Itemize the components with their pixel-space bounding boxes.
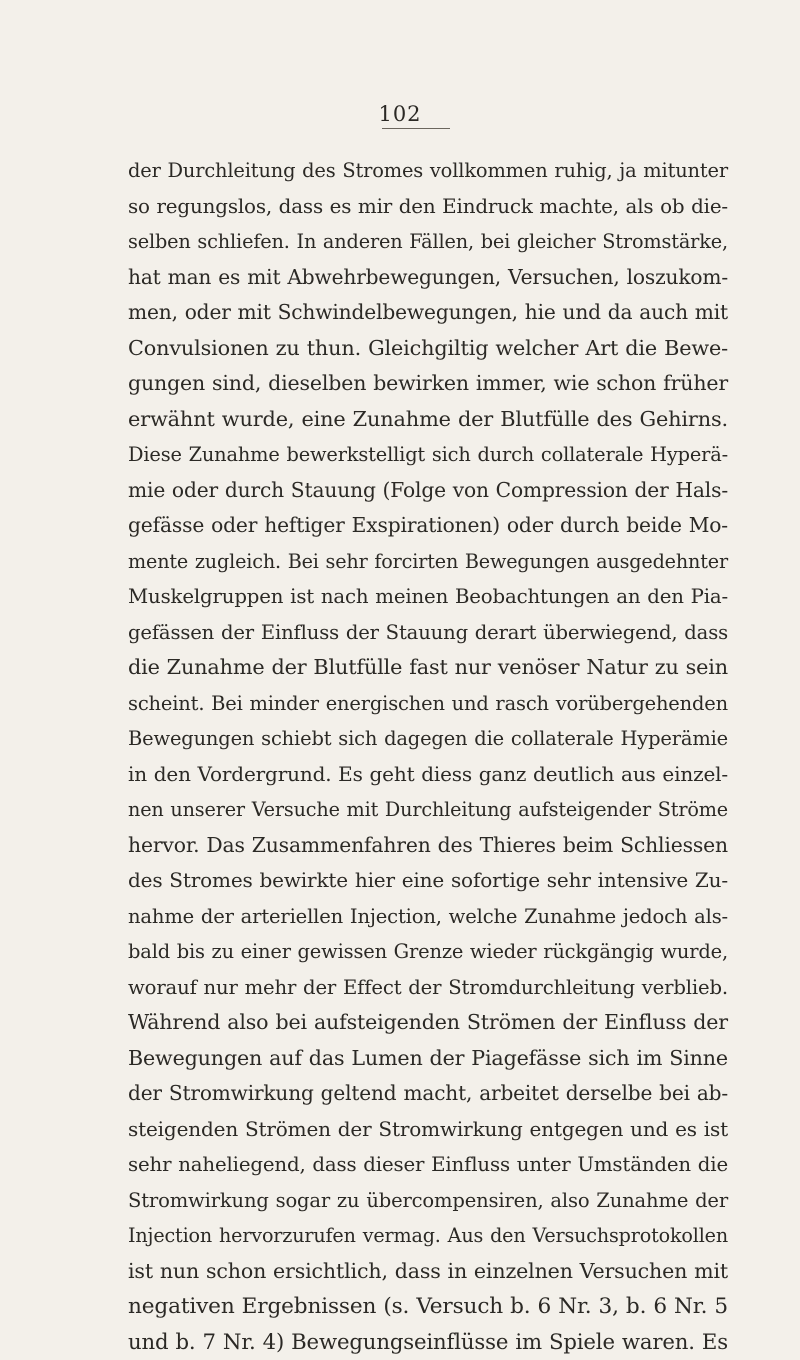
text-line: die Zunahme der Blutfülle fast nur venöser Natur zu sein bbox=[128, 650, 728, 686]
text-line: bald bis zu einer gewissen Grenze wieder rückgängig wurde, bbox=[128, 934, 728, 970]
text-line: Diese Zunahme bewerkstelligt sich durch collaterale Hyperä- bbox=[128, 437, 728, 473]
text-line: steigenden Strömen der Stromwirkung entgegen und es ist bbox=[128, 1112, 728, 1148]
text-line: nahme der arteriellen Injection, welche Zunahme jedoch als- bbox=[128, 899, 728, 935]
text-line: worauf nur mehr der Effect der Stromdurchleitung verblieb. bbox=[128, 970, 728, 1006]
text-line: Convulsionen zu thun. Gleichgiltig welcher Art die Bewe- bbox=[128, 331, 728, 367]
text-line: und b. 7 Nr. 4) Bewegungseinflüsse im Spiele waren. Es bbox=[128, 1325, 728, 1360]
text-line: Bewegungen auf das Lumen der Piagefässe sich im Sinne bbox=[128, 1041, 728, 1077]
text-line: Während also bei aufsteigenden Strömen der Einfluss der bbox=[128, 1005, 728, 1041]
text-line: erwähnt wurde, eine Zunahme der Blutfülle des Gehirns. bbox=[128, 402, 728, 438]
text-line: hat man es mit Abwehrbewegungen, Versuchen, loszukom- bbox=[128, 260, 728, 296]
text-line: nen unserer Versuche mit Durchleitung aufsteigender Ströme bbox=[128, 792, 728, 828]
text-line: so regungslos, dass es mir den Eindruck machte, als ob die- bbox=[128, 189, 728, 225]
text-line: Muskelgruppen ist nach meinen Beobachtungen an den Pia- bbox=[128, 579, 728, 615]
text-line: hervor. Das Zusammenfahren des Thieres beim Schliessen bbox=[128, 828, 728, 864]
text-line: des Stromes bewirkte hier eine sofortige sehr intensive Zu- bbox=[128, 863, 728, 899]
text-line: Bewegungen schiebt sich dagegen die collaterale Hyperämie bbox=[128, 721, 728, 757]
text-line: ist nun schon ersichtlich, dass in einzelnen Versuchen mit bbox=[128, 1254, 728, 1290]
text-line: selben schliefen. In anderen Fällen, bei gleicher Stromstärke, bbox=[128, 224, 728, 260]
text-line: scheint. Bei minder energischen und rasch vorübergehenden bbox=[128, 686, 728, 722]
text-line: gungen sind, dieselben bewirken immer, wie schon früher bbox=[128, 366, 728, 402]
text-line: men, oder mit Schwindelbewegungen, hie und da auch mit bbox=[128, 295, 728, 331]
text-line: gefässen der Einfluss der Stauung derart überwiegend, dass bbox=[128, 615, 728, 651]
text-line: negativen Ergebnissen (s. Versuch b. 6 Nr. 3, b. 6 Nr. 5 bbox=[128, 1289, 728, 1325]
text-line: mente zugleich. Bei sehr forcirten Bewegungen ausgedehnter bbox=[128, 544, 728, 580]
text-line: der Stromwirkung geltend macht, arbeitet derselbe bei ab- bbox=[128, 1076, 728, 1112]
body-text bbox=[128, 153, 728, 1360]
text-line: der Durchleitung des Stromes vollkommen ruhig, ja mitunter bbox=[128, 153, 728, 189]
page-number: 102 bbox=[0, 102, 800, 126]
text-line: in den Vordergrund. Es geht diess ganz deutlich aus einzel- bbox=[128, 757, 728, 793]
text-line: sehr naheliegend, dass dieser Einfluss unter Umständen die bbox=[128, 1147, 728, 1183]
text-line: gefässe oder heftiger Exspirationen) oder durch beide Mo- bbox=[128, 508, 728, 544]
page-number-rule bbox=[382, 128, 450, 129]
text-line: Stromwirkung sogar zu übercompensiren, also Zunahme der bbox=[128, 1183, 728, 1219]
text-line: Injection hervorzurufen vermag. Aus den Versuchsprotokollen bbox=[128, 1218, 728, 1254]
text-line: mie oder durch Stauung (Folge von Compression der Hals- bbox=[128, 473, 728, 509]
